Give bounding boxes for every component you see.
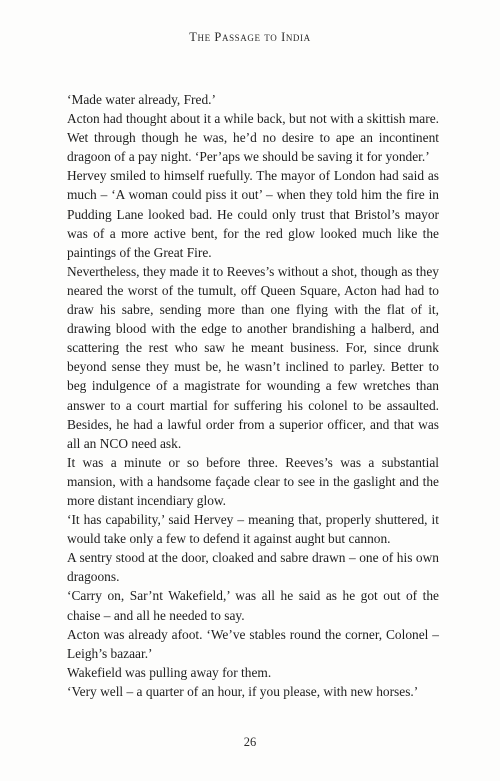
paragraph: It was a minute or so before three. Reeves’s was a substantial mansion, with a handsome façade clear to see in the gaslight and the more distant incendiary glow. [67,454,439,508]
running-head: The Passage to India [189,30,311,44]
page-number: 26 [243,735,257,749]
body-text [67,90,439,701]
paragraph: ‘Carry on, Sar’nt Wakefield,’ was all he said as he got out of the chaise – and all he needed to say. [67,588,439,623]
paragraph: A sentry stood at the door, cloaked and sabre drawn – one of his own dragoons. [67,550,439,585]
paragraph: ‘Very well – a quarter of an hour, if you please, with new horses.’ [67,683,419,699]
paragraph: Wakefield was pulling away for them. [67,664,272,680]
paragraph: Nevertheless, they made it to Reeves’s without a shot, though as they neared the worst of the tumult, off Queen Square, Acton had had to draw his sabre, sending more than one flying with the flat of it, drawing blood with the edge to another brandishing a halberd, and scattering the rest who saw he meant business. For, since drunk beyond sense they must be, he wasn’t inclined to parley. Better to beg indulgence of a magistrate for wounding a few wretches than answer to a court martial for suffering his colonel to be assaulted. Besides, he had a lawful order from a superior officer, and that was all an NCO need ask. [67,263,439,451]
paragraph: Hervey smiled to himself ruefully. The mayor of London had said as much – ‘A woman could piss it out’ – when they told him the fire in Pudding Lane looked bad. He could only trust that Bristol’s mayor was of a more active bent, for the red glow looked much like the paintings of the Great Fire. [67,168,439,260]
paragraph: Acton had thought about it a while back, but not with a skittish mare. Wet through though he was, he’d no desire to ape an incontinent dragoon of a pay night. ‘Per’aps we should be saving it for yonder.’ [67,111,439,165]
paragraph: Acton was already afoot. ‘We’ve stables round the corner, Colonel – Leigh’s bazaar.’ [67,626,439,661]
paragraph: ‘It has capability,’ said Hervey – meaning that, properly shuttered, it would take only a few to defend it against aught but cannon. [67,512,439,547]
paragraph: ‘Made water already, Fred.’ [67,92,216,107]
